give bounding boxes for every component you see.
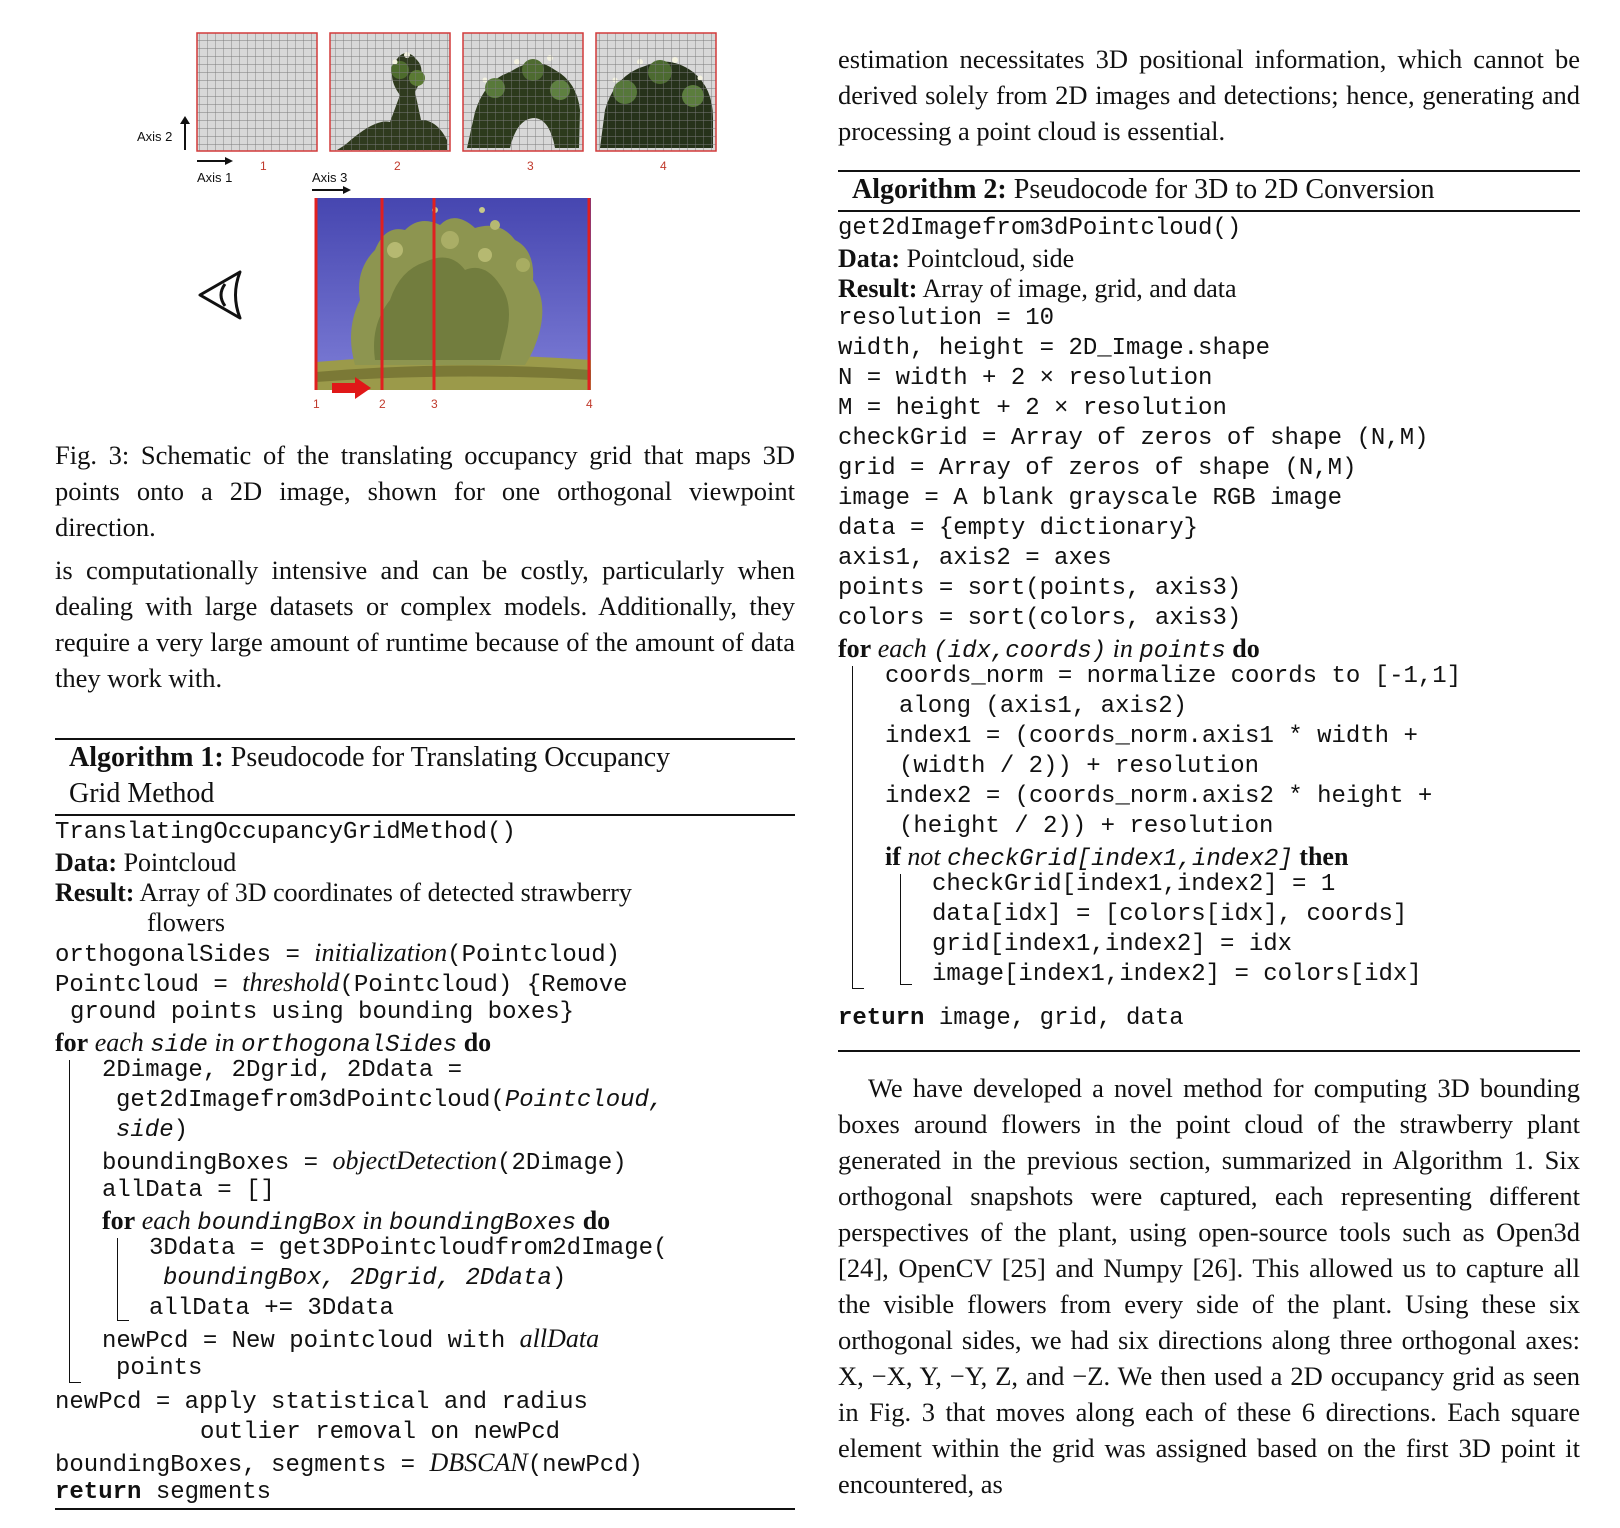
algo2-line: checkGrid[index1,index2] = 1 <box>932 871 1336 898</box>
algo2-line: index1 = (coords_norm.axis1 * width + <box>885 723 1418 750</box>
algo1-line: 2Dimage, 2Dgrid, 2Ddata = <box>102 1057 463 1084</box>
algo2-line: grid[index1,index2] = idx <box>932 931 1293 958</box>
algo2-line: coords_norm = normalize coords to [-1,1] <box>885 663 1462 690</box>
slice-number-4: 4 <box>586 397 593 411</box>
algo1-line: return segments <box>55 1479 272 1506</box>
algo2-line: along (axis1, axis2) <box>899 693 1188 720</box>
algo1-line: newPcd = apply statistical and radius <box>55 1389 588 1416</box>
algo2-line: colors = sort(colors, axis3) <box>838 605 1242 632</box>
algo1-line: Result: Array of 3D coordinates of detected strawberry <box>55 878 632 907</box>
algo2-line: index2 = (coords_norm.axis2 * height + <box>885 783 1433 810</box>
panel-number-4: 4 <box>660 159 667 173</box>
grid-panel-2 <box>330 33 450 151</box>
right-top-paragraph: estimation necessitates 3D positional information, which cannot be derived solely from 2D images and detections; hence, generating and processing a point cloud is essential. <box>838 44 1580 146</box>
algo1-line: flowers <box>147 908 225 937</box>
algo1-line: side) <box>116 1117 189 1144</box>
axis-2-label: Axis 2 <box>137 129 173 144</box>
algo2-line: Data: Pointcloud, side <box>838 244 1075 273</box>
algo2-line: Result: Array of image, grid, and data <box>838 274 1237 303</box>
algorithm-2-title: Algorithm 2: Pseudocode for 3D to 2D Conversion <box>838 172 1580 212</box>
algo2-line: data = {empty dictionary} <box>838 515 1199 542</box>
algo1-line: for each side in orthogonalSides do <box>55 1028 492 1059</box>
algorithm-1 <box>55 738 795 1510</box>
algo1-line: boundingBoxes = objectDetection(2Dimage) <box>102 1146 627 1177</box>
algo1-line: boundingBoxes, segments = DBSCAN(newPcd) <box>55 1448 643 1479</box>
algo2-line: checkGrid = Array of zeros of shape (N,M) <box>838 425 1429 452</box>
pointcloud-side-view <box>316 198 591 390</box>
algo2-line: if not checkGrid[index1,index2] then <box>885 842 1349 873</box>
algo1-line: points <box>116 1355 203 1382</box>
algorithm-2 <box>838 170 1580 1052</box>
algo2-line: (width / 2)) + resolution <box>899 753 1260 780</box>
algo1-line: allData = [] <box>102 1177 275 1204</box>
axis-3-arrow <box>312 186 351 194</box>
algo1-line: for each boundingBox in boundingBoxes do <box>102 1206 611 1237</box>
algo2-line: return image, grid, data <box>838 1005 1184 1032</box>
figure-3 <box>55 0 795 420</box>
algo1-line: 3Ddata = get3DPointcloudfrom2dImage( <box>149 1235 668 1262</box>
algo2-line: data[idx] = [colors[idx], coords] <box>932 901 1408 928</box>
algo1-line: get2dImagefrom3dPointcloud(Pointcloud, <box>116 1087 664 1114</box>
algo1-line: newPcd = New pointcloud with allData <box>102 1324 600 1355</box>
algo1-line: ground points using bounding boxes} <box>70 999 575 1026</box>
algo2-line: grid = Array of zeros of shape (N,M) <box>838 455 1357 482</box>
algo2-line: M = height + 2 × resolution <box>838 395 1227 422</box>
slice-number-1: 1 <box>313 397 320 411</box>
axis-2-arrow <box>180 116 190 150</box>
algo2-line: (height / 2)) + resolution <box>899 813 1274 840</box>
right-bottom-paragraph: We have developed a novel method for computing 3D bounding boxes around flowers in the point cloud of the strawberry plant generated in the previous section, summarized in Algorithm 1. Six orthogonal snapshots were captured, each representing different perspectives of the plant, using open-source tools such as Open3d [24], OpenCV [25] and Numpy [26]. This allowed us to capture all the visible flowers from every side of the plant. Using these six orthogonal sides, we had six directions along three orthogonal axes: X, −X, Y, −Y, Z, and −Z. We then used a 2D occupancy grid as seen in Fig. 3 that moves along each of these 6 directions. Each square element within the grid was assigned based on the first 3D point it encountered, as <box>838 1073 1580 1499</box>
algorithm-1-title: Algorithm 1: Pseudocode for Translating Occupancy Grid Method <box>55 740 795 816</box>
slice-number-3: 3 <box>431 397 438 411</box>
axis-3-label: Axis 3 <box>312 170 348 185</box>
grid-panel-1 <box>197 33 317 151</box>
grid-panel-3 <box>463 33 583 151</box>
algo2-line: image[index1,index2] = colors[idx] <box>932 961 1422 988</box>
left-paragraph: is computationally intensive and can be costly, particularly when dealing with large datasets or complex models. Additionally, they require a very large amount of runtime because of the amount of data they work with. <box>55 555 795 693</box>
algo2-line: axis1, axis2 = axes <box>838 545 1112 572</box>
panel-number-3: 3 <box>527 159 534 173</box>
algo2-line: resolution = 10 <box>838 305 1055 332</box>
algo1-line: TranslatingOccupancyGridMethod() <box>55 819 516 846</box>
slice-number-2: 2 <box>379 397 386 411</box>
algo2-line: get2dImagefrom3dPointcloud() <box>838 215 1242 242</box>
axis-1-arrow <box>197 157 233 165</box>
grid-panel-4 <box>596 33 716 151</box>
algo1-line: allData += 3Ddata <box>149 1295 394 1322</box>
panel-number-2: 2 <box>394 159 401 173</box>
algo2-line: points = sort(points, axis3) <box>838 575 1242 602</box>
algo1-line: outlier removal on newPcd <box>200 1419 561 1446</box>
axis-1-label: Axis 1 <box>197 170 233 185</box>
figure-caption: Fig. 3: Schematic of the translating occupancy grid that maps 3D points onto a 2D image, shown for one orthogonal viewpoint direction. <box>55 440 795 542</box>
algo2-line: image = A blank grayscale RGB image <box>838 485 1343 512</box>
panel-number-1: 1 <box>260 159 267 173</box>
algo2-line: N = width + 2 × resolution <box>838 365 1213 392</box>
algo1-line: Data: Pointcloud <box>55 848 237 877</box>
algo1-line: Pointcloud = threshold(Pointcloud) {Remove <box>55 968 628 999</box>
algo1-line: boundingBox, 2Dgrid, 2Ddata) <box>163 1265 567 1292</box>
algo2-line: for each (idx,coords) in points do <box>838 634 1260 665</box>
algo2-line: width, height = 2D_Image.shape <box>838 335 1271 362</box>
eye-icon <box>200 272 240 318</box>
algo1-line: orthogonalSides = initialization(Pointcloud) <box>55 938 620 969</box>
